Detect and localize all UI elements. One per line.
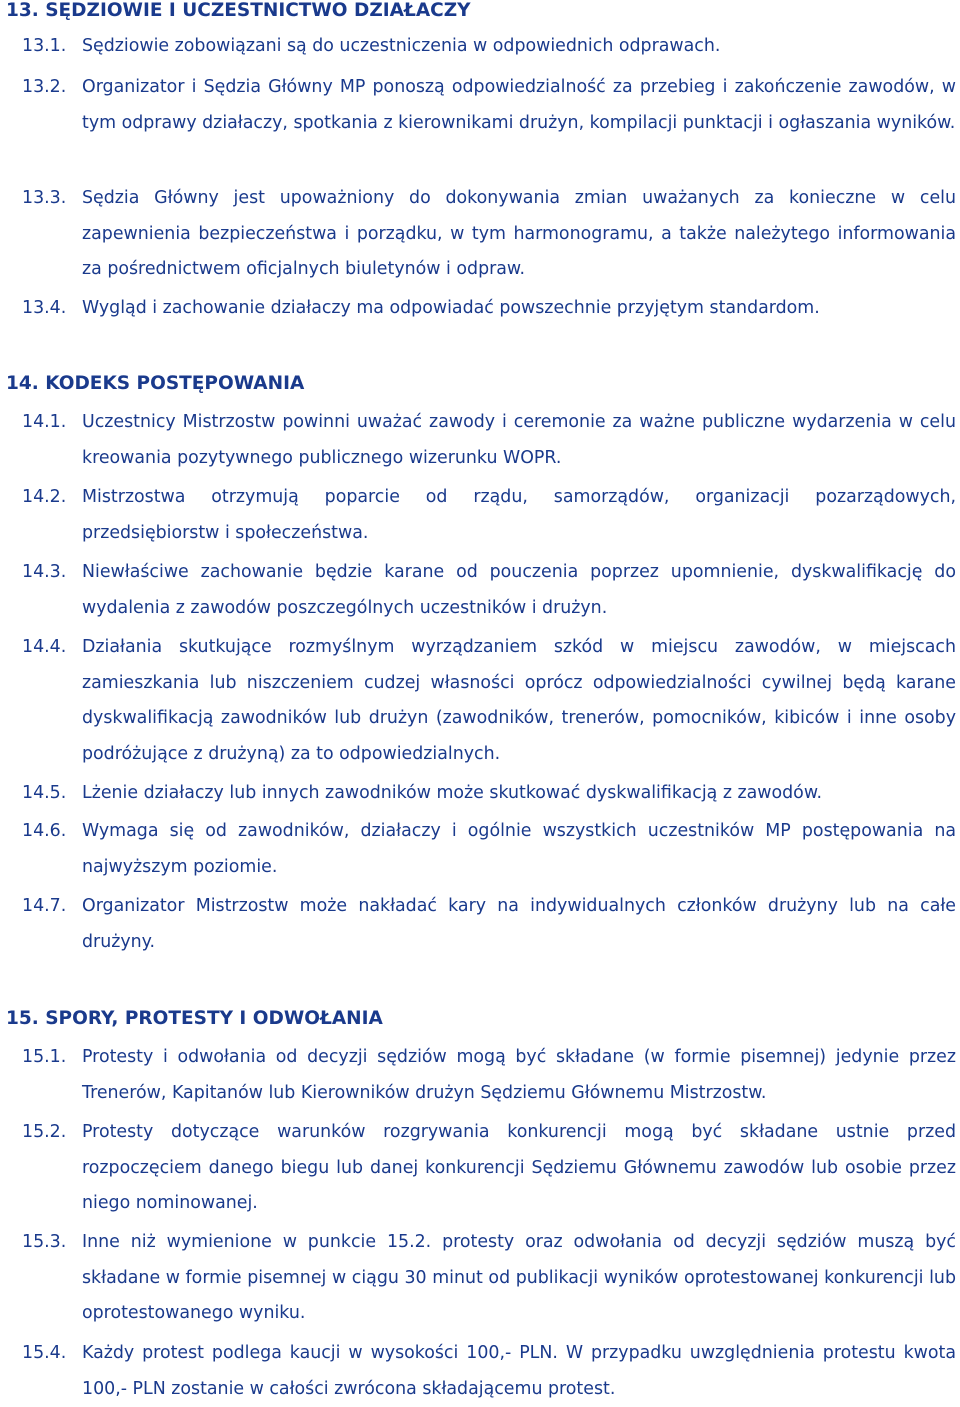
clause-14-6 <box>22 814 956 885</box>
clause-text: Organizator i Sędzia Główny MP ponoszą odpowiedzialność za przebieg i zakończenie zawodów, w tym odprawy działaczy, spotkania z kierownikami drużyn, kompilacji punktacji i ogłaszania wyników. <box>82 77 956 133</box>
clause-number: 15.4. <box>22 1343 67 1363</box>
clause-14-5 <box>22 776 956 812</box>
clause-text: Wygląd i zachowanie działaczy ma odpowiadać powszechnie przyjętym standardom. <box>82 298 820 318</box>
clause-text: Lżenie działaczy lub innych zawodników może skutkować dyskwalifikacją z zawodów. <box>82 783 822 803</box>
section-13-heading: 13. SĘDZIOWIE I UCZESTNICTWO DZIAŁACZY <box>6 0 471 21</box>
section-15-heading: 15. SPORY, PROTESTY I ODWOŁANIA <box>6 1008 383 1029</box>
clause-text: Protesty i odwołania od decyzji sędziów mogą być składane (w formie pisemnej) jedynie przez Trenerów, Kapitanów lub Kierowników drużyn Sędziemu Głównemu Mistrzostw. <box>82 1047 956 1103</box>
clause-14-2 <box>22 480 956 551</box>
clause-13-4 <box>22 291 956 327</box>
clause-14-4 <box>22 630 956 772</box>
clause-number: 15.1. <box>22 1047 67 1067</box>
clause-13-1 <box>22 29 956 65</box>
clause-number: 14.7. <box>22 896 67 916</box>
clause-text: Protesty dotyczące warunków rozgrywania konkurencji mogą być składane ustnie przed rozpoczęciem danego biegu lub danej konkurencji Sędziemu Głównemu zawodów lub osobie przez niego nominowanej. <box>82 1122 956 1213</box>
clause-15-3 <box>22 1225 956 1332</box>
clause-14-7 <box>22 889 956 960</box>
clause-14-3 <box>22 555 956 626</box>
clause-number: 13.2. <box>22 77 67 97</box>
clause-text: Inne niż wymienione w punkcie 15.2. protesty oraz odwołania od decyzji sędziów muszą być składane w formie pisemnej w ciągu 30 minut od publikacji wyników oprotestowanej konkurencji lub oprotestowanego wyniku. <box>82 1232 956 1323</box>
clause-number: 15.2. <box>22 1122 67 1142</box>
clause-number: 13.3. <box>22 188 67 208</box>
clause-number: 14.6. <box>22 821 67 841</box>
clause-number: 13.4. <box>22 298 67 318</box>
clause-text: Sędziowie zobowiązani są do uczestniczenia w odpowiednich odprawach. <box>82 36 721 56</box>
clause-number: 14.2. <box>22 487 67 507</box>
clause-number: 14.3. <box>22 562 67 582</box>
section-14-heading: 14. KODEKS POSTĘPOWANIA <box>6 373 305 394</box>
clause-number: 15.3. <box>22 1232 67 1252</box>
clause-text: Sędzia Główny jest upoważniony do dokonywania zmian uważanych za konieczne w celu zapewnienia bezpieczeństwa i porządku, w tym harmonogramu, a także należytego informowania za pośrednictwem oficjalnych biuletynów i odpraw. <box>82 188 956 279</box>
clause-text: Każdy protest podlega kaucji w wysokości 100,- PLN. W przypadku uwzględnienia protestu kwota 100,- PLN zostanie w całości zwrócona składającemu protest. <box>82 1343 956 1399</box>
clause-number: 13.1. <box>22 36 67 56</box>
clause-15-1 <box>22 1040 956 1111</box>
clause-number: 14.4. <box>22 637 67 657</box>
clause-text: Działania skutkujące rozmyślnym wyrządzaniem szkód w miejscu zawodów, w miejscach zamieszkania lub niszczeniem cudzej własności oprócz odpowiedzialności cywilnej będą karane dyskwalifikacją zawodników lub drużyn (zawodników, trenerów, pomocników, kibiców i inne osoby podróżujące z drużyną) za to odpowiedzialnych. <box>82 637 956 764</box>
clause-text: Wymaga się od zawodników, działaczy i ogólnie wszystkich uczestników MP postępowania na najwyższym poziomie. <box>82 821 956 877</box>
clause-13-3 <box>22 181 956 288</box>
clause-text: Uczestnicy Mistrzostw powinni uważać zawody i ceremonie za ważne publiczne wydarzenia w celu kreowania pozytywnego publicznego wizerunku WOPR. <box>82 412 956 468</box>
clause-13-2 <box>22 70 956 141</box>
clause-15-2 <box>22 1115 956 1222</box>
clause-text: Niewłaściwe zachowanie będzie karane od pouczenia poprzez upomnienie, dyskwalifikację do wydalenia z zawodów poszczególnych uczestników i drużyn. <box>82 562 956 618</box>
clause-14-1 <box>22 405 956 476</box>
clause-number: 14.5. <box>22 783 67 803</box>
clause-number: 14.1. <box>22 412 67 432</box>
clause-text: Organizator Mistrzostw może nakładać kary na indywidualnych członków drużyny lub na całe drużyny. <box>82 896 956 952</box>
clause-15-4 <box>22 1336 956 1407</box>
clause-text: Mistrzostwa otrzymują poparcie od rządu, samorządów, organizacji pozarządowych, przedsiębiorstw i społeczeństwa. <box>82 487 956 543</box>
